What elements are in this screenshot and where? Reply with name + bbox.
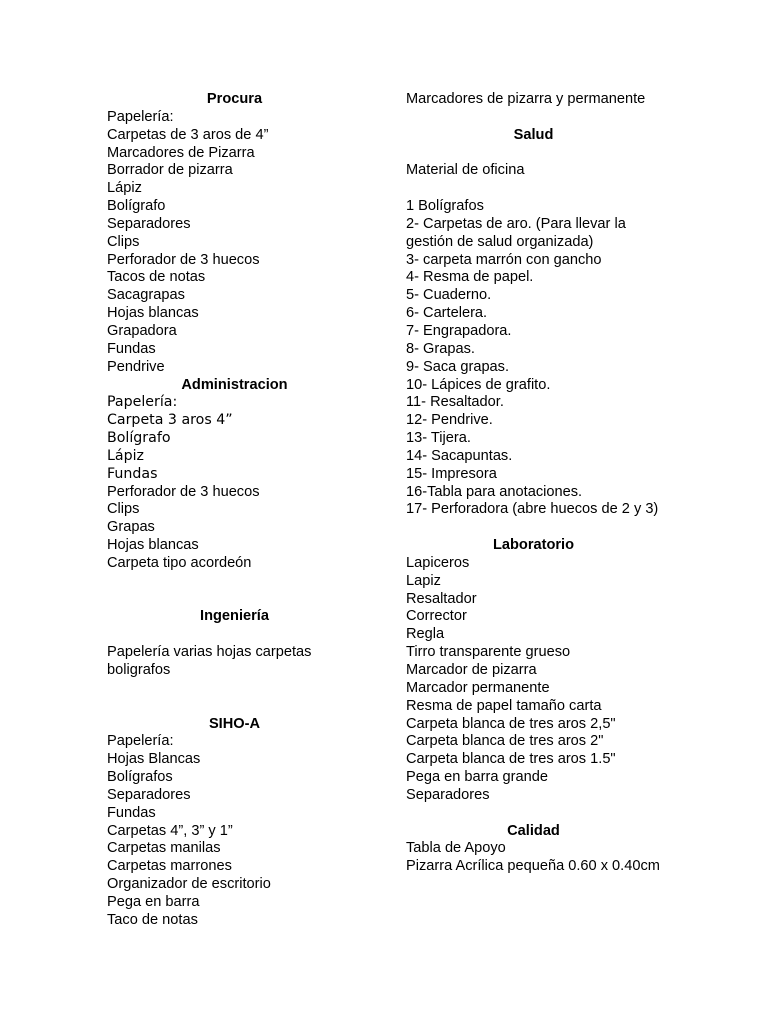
- siho-item: Fundas: [107, 804, 156, 821]
- laboratorio-heading: Laboratorio: [492, 537, 575, 554]
- left-column: [107, 91, 362, 930]
- salud-heading: Salud: [513, 126, 554, 143]
- procura-item: Borrador de pizarra: [107, 162, 233, 179]
- siho-item: Carpetas marrones: [107, 858, 232, 875]
- siho-heading: SIHO-A: [208, 715, 261, 732]
- laboratorio-item: Lapiceros: [406, 554, 470, 571]
- laboratorio-item: Lapiz: [406, 572, 441, 589]
- laboratorio-item: Separadores: [406, 786, 490, 803]
- procura-item: Grapadora: [107, 322, 177, 339]
- administracion-item: Bolígrafo: [107, 430, 171, 447]
- procura-item: Papelería:: [107, 108, 174, 125]
- salud-item: 12- Pendrive.: [406, 412, 493, 429]
- administracion-item: Grapas: [107, 519, 155, 536]
- laboratorio-item: Regla: [406, 626, 445, 643]
- administracion-list: [107, 484, 362, 573]
- salud-item: 11- Resaltador.: [406, 394, 504, 411]
- salud-item: 1 Bolígrafos: [406, 198, 484, 215]
- procura-item: Sacagrapas: [107, 287, 185, 304]
- salud-item: 15- Impresora: [406, 465, 497, 482]
- procura-item: Marcadores de Pizarra: [107, 144, 255, 161]
- laboratorio-list: [406, 555, 661, 805]
- salud-item: 4- Resma de papel.: [406, 269, 534, 286]
- siho-item: Carpetas manilas: [107, 840, 221, 857]
- salud-list: [406, 198, 661, 519]
- procura-item: Pendrive: [107, 358, 165, 375]
- administracion-item: Hojas blancas: [107, 537, 199, 554]
- siho-item: Taco de notas: [107, 911, 198, 928]
- procura-list: [107, 109, 362, 377]
- procura-item: Hojas blancas: [107, 305, 199, 322]
- salud-item: 17- Perforadora (abre huecos de 2 y 3): [406, 501, 659, 518]
- procura-item: Bolígrafo: [107, 198, 166, 215]
- procura-item: Clips: [107, 233, 140, 250]
- laboratorio-item: Carpeta blanca de tres aros 1.5": [406, 751, 616, 768]
- salud-item: 7- Engrapadora.: [406, 322, 512, 339]
- laboratorio-item: Tirro transparente grueso: [406, 644, 571, 661]
- intro-line: Marcadores de pizarra y permanente: [406, 91, 646, 107]
- procura-item: Tacos de notas: [107, 269, 206, 286]
- ingenieria-heading: Ingeniería: [200, 608, 269, 625]
- laboratorio-item: Carpeta blanca de tres aros 2": [406, 733, 604, 750]
- administracion-item: Fundas: [107, 465, 158, 482]
- procura-item: Lápiz: [107, 180, 142, 197]
- laboratorio-item: Carpeta blanca de tres aros 2,5": [406, 715, 616, 732]
- siho-item: Papelería:: [107, 733, 174, 750]
- salud-item: 10- Lápices de grafito.: [406, 376, 551, 393]
- administracion-item: Carpeta tipo acordeón: [107, 554, 252, 571]
- administracion-item: Clips: [107, 501, 140, 518]
- salud-item: 5- Cuaderno.: [406, 287, 492, 304]
- siho-item: Pega en barra: [107, 893, 200, 910]
- salud-item: 9- Saca grapas.: [406, 358, 510, 375]
- procura-item: Fundas: [107, 340, 156, 357]
- siho-item: Bolígrafos: [107, 769, 173, 786]
- laboratorio-item: Resma de papel tamaño carta: [406, 697, 602, 714]
- procura-heading: Procura: [206, 91, 263, 107]
- administracion-item: Carpeta 3 aros 4”: [107, 412, 233, 429]
- administracion-item: Lápiz: [107, 447, 144, 464]
- procura-item: Carpetas de 3 aros de 4”: [107, 126, 269, 143]
- administracion-heading: Administracion: [181, 376, 288, 393]
- laboratorio-item: Corrector: [406, 608, 467, 625]
- siho-item: Carpetas 4”, 3” y 1”: [107, 822, 233, 839]
- salud-item: 16-Tabla para anotaciones.: [406, 483, 583, 500]
- procura-item: Perforador de 3 huecos: [107, 251, 260, 268]
- laboratorio-item: Marcador de pizarra: [406, 662, 537, 678]
- siho-item: Organizador de escritorio: [107, 876, 271, 893]
- calidad-list: [406, 840, 661, 876]
- salud-item: 13- Tijera.: [406, 430, 471, 447]
- administracion-item: Papelería:: [107, 394, 178, 411]
- administracion-item: Perforador de 3 huecos: [107, 483, 260, 500]
- siho-list: [107, 733, 362, 929]
- procura-item: Separadores: [107, 215, 191, 232]
- calidad-item: Tabla de Apoyo: [406, 840, 506, 857]
- calidad-item: Pizarra Acrílica pequeña 0.60 x 0.40cm: [406, 858, 660, 875]
- administracion-list-alt-font: [107, 394, 362, 483]
- salud-item: 14- Sacapuntas.: [406, 447, 513, 464]
- calidad-heading: Calidad: [507, 822, 560, 839]
- siho-item: Hojas Blancas: [107, 751, 201, 768]
- salud-subtitle: Material de oficina: [406, 162, 525, 179]
- salud-item: 3- carpeta marrón con gancho: [406, 251, 602, 268]
- ingenieria-text: Papelería varias hojas carpetas boligrafos: [107, 644, 312, 678]
- salud-item: 6- Cartelera.: [406, 305, 488, 322]
- salud-item: 8- Grapas.: [406, 340, 475, 357]
- right-column: [406, 91, 661, 876]
- laboratorio-item: Marcador permanente: [406, 679, 550, 696]
- salud-item: 2- Carpetas de aro. (Para llevar la gestión de salud organizada): [406, 215, 626, 250]
- laboratorio-item: Resaltador: [406, 590, 477, 607]
- laboratorio-item: Pega en barra grande: [406, 769, 548, 786]
- siho-item: Separadores: [107, 786, 191, 803]
